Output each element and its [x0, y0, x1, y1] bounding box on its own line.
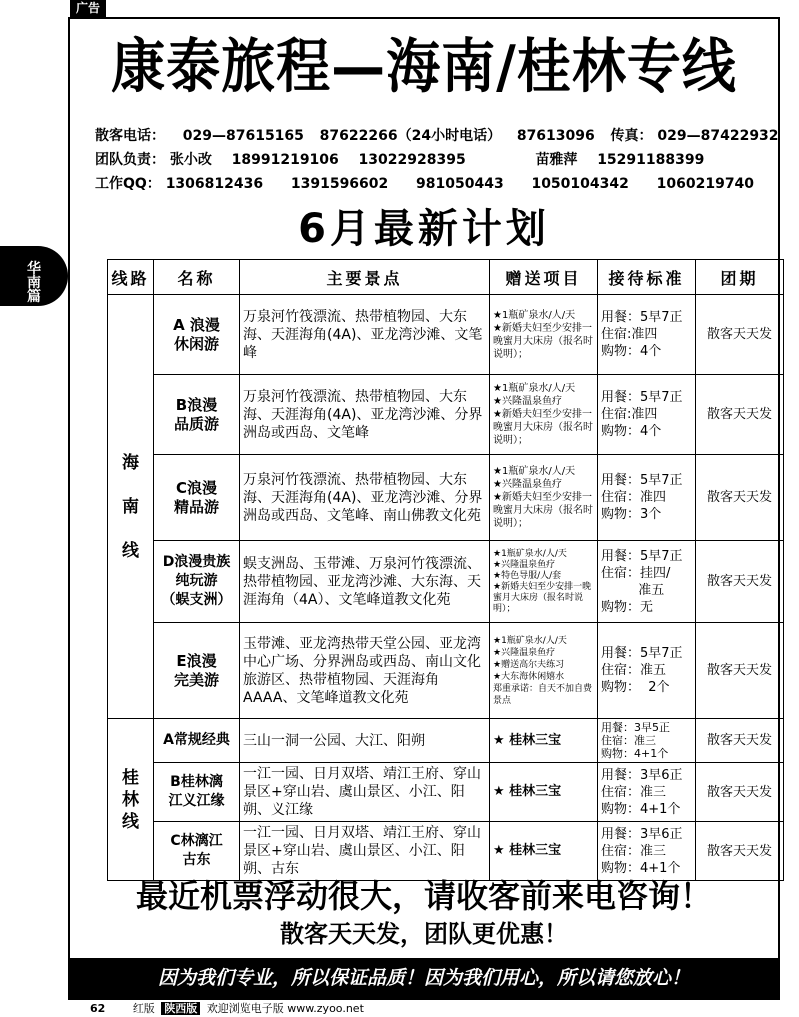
edition-label: 红版 [132, 1002, 155, 1015]
phone-1: 029—87615165 [182, 128, 304, 144]
team-phone-3: 15291188399 [597, 152, 705, 168]
team-contact-1: 张小改 [169, 152, 212, 168]
route-standard: 用餐：3早6正 住宿：准三 购物：4+1个 [598, 822, 696, 881]
route-spots: 玉带滩、亚龙湾热带天堂公园、亚龙湾中心广场、分界洲岛或西岛、南山文化旅游区、热带植物园、天涯海角AAAA、文笔峰道教文化苑 [240, 623, 490, 719]
header-standard: 接待标准 [598, 260, 696, 295]
route-name: C浪漫 精品游 [154, 455, 240, 541]
side-tab-label: 华南篇 [27, 261, 41, 305]
airfare-notice: 最近机票浮动很大，请收客前来电咨询！ [135, 877, 712, 915]
daily-departure-notice: 散客天天发，团队更优惠！ [280, 920, 568, 948]
route-name: A 浪漫 休闲游 [154, 295, 240, 375]
table-row [108, 763, 784, 822]
route-name: B浪漫 品质游 [154, 375, 240, 455]
team-contact-2: 苗雅萍 [535, 152, 578, 168]
qq-label: 工作QQ： [95, 176, 161, 192]
qq-4: 1050104342 [531, 176, 629, 192]
route-spots: 万泉河竹筏漂流、热带植物园、大东海、天涯海角(4A)、亚龙湾沙滩、分界洲岛或西岛、文笔峰 [240, 375, 490, 455]
route-name: B桂林漓 江义江缘 [154, 763, 240, 822]
table-row [108, 455, 784, 541]
ad-tag: 广告 [70, 0, 106, 17]
route-standard: 用餐：3早5正 住宿：准三 购物：4+1个 [598, 719, 696, 763]
header-name: 名称 [154, 260, 240, 295]
route-spots: 蜈支洲岛、玉带滩、万泉河竹筏漂流、热带植物园、亚龙湾沙滩、大东海、天涯海角（4A）、文笔峰道教文化苑 [240, 541, 490, 623]
page-footer [90, 1002, 364, 1016]
qq-5: 1060219740 [656, 176, 755, 192]
route-spots: 万泉河竹筏漂流、热带植物园、大东海、天涯海角(4A)、亚龙湾沙滩、分界洲岛或西岛、文笔峰、南山佛教文化苑 [240, 455, 490, 541]
route-name: D浪漫贵族 纯玩游 （蜈支洲） [154, 541, 240, 623]
route-date: 散客天天发 [696, 541, 784, 623]
route-standard: 用餐：5早7正 住宿：准四 购物：3个 [598, 455, 696, 541]
table-row [108, 719, 784, 763]
plan-title: 6月最新计划 [298, 206, 550, 252]
route-gift: ★1瓶矿泉水/人/天 ★新婚夫妇至少安排一晚蜜月大床房（报名时说明）； [490, 295, 598, 375]
route-hainan: 海 南 线 [108, 295, 154, 719]
fax-label: 传真： [610, 128, 653, 144]
route-date: 散客天天发 [696, 375, 784, 455]
route-guilin: 桂 林 线 [108, 719, 154, 881]
table-row [108, 541, 784, 623]
footer-text: 欢迎浏览电子版 www.zyoo.net [206, 1002, 364, 1015]
contact-block [95, 124, 779, 196]
team-phone-1: 18991219106 [231, 152, 339, 168]
contact-line-team [95, 148, 775, 172]
route-date: 散客天天发 [696, 822, 784, 881]
phone-2: 87622266（24小时电话） [319, 128, 502, 144]
route-spots: 三山一洞一公园、大江、阳朔 [240, 719, 490, 763]
route-gift: ★ 桂林三宝 [490, 719, 598, 763]
table-row [108, 375, 784, 455]
route-date: 散客天天发 [696, 623, 784, 719]
route-spots: 一江一园、日月双塔、靖江王府、穿山景区+穿山岩、虞山景区、小江、阳朔、古东 [240, 822, 490, 881]
side-tab [0, 246, 68, 306]
route-standard: 用餐：5早7正 住宿：准五 购物： 2个 [598, 623, 696, 719]
qq-2: 1391596602 [290, 176, 389, 192]
route-gift: ★1瓶矿泉水/人/天 ★兴隆温泉鱼疗 ★特色导服/人/套 ★新婚夫妇至少安排一晚蜜月大床房（报名时说明）； [490, 541, 598, 623]
table-header-row [108, 260, 784, 295]
route-standard: 用餐：5早7正 住宿:准四 购物：4个 [598, 295, 696, 375]
header-date: 团期 [696, 260, 784, 295]
route-standard: 用餐：5早7正 住宿:准四 购物：4个 [598, 375, 696, 455]
qq-1: 1306812436 [165, 176, 264, 192]
header-route: 线路 [108, 260, 154, 295]
slogan-banner: 因为我们专业，所以保证品质！因为我们用心，所以请您放心！ [70, 958, 778, 998]
route-gift: ★1瓶矿泉水/人/天 ★兴隆温泉鱼疗 ★赠送高尔夫练习 ★大东海休闲嬉水 郑重承诺：自天不加自费景点 [490, 623, 598, 719]
header-spots: 主要景点 [240, 260, 490, 295]
fax-number: 029—87422932 [657, 128, 779, 144]
qq-3: 981050443 [416, 176, 504, 192]
section-label: 陕西版 [161, 1002, 200, 1015]
route-date: 散客天天发 [696, 719, 784, 763]
team-phone-2: 13022928395 [358, 152, 466, 168]
route-name: C林漓江 古东 [154, 822, 240, 881]
phone-3: 87613096 [516, 128, 595, 144]
route-gift: ★1瓶矿泉水/人/天 ★兴隆温泉鱼疗 ★新婚夫妇至少安排一晚蜜月大床房（报名时说明）； [490, 375, 598, 455]
route-standard: 用餐：3早6正 住宿：准三 购物：4+1个 [598, 763, 696, 822]
table-row [108, 822, 784, 881]
route-date: 散客天天发 [696, 295, 784, 375]
itinerary-table [107, 259, 784, 881]
route-name: E浪漫 完美游 [154, 623, 240, 719]
route-spots: 万泉河竹筏漂流、热带植物园、大东海、天涯海角(4A)、亚龙湾沙滩、文笔峰 [240, 295, 490, 375]
route-date: 散客天天发 [696, 455, 784, 541]
route-spots: 一江一园、日月双塔、靖江王府、穿山景区+穿山岩、虞山景区、小江、阳朔、义江缘 [240, 763, 490, 822]
table-row [108, 295, 784, 375]
page-number: 62 [90, 1002, 106, 1015]
route-name: A常规经典 [154, 719, 240, 763]
team-label: 团队负责： [95, 152, 165, 168]
route-date: 散客天天发 [696, 763, 784, 822]
contact-line-phone [95, 124, 779, 148]
route-gift: ★ 桂林三宝 [490, 763, 598, 822]
ad-title: 康泰旅程—海南/桂林专线 [111, 32, 737, 101]
route-gift: ★ 桂林三宝 [490, 822, 598, 881]
contact-line-qq [95, 172, 775, 196]
table-row [108, 623, 784, 719]
route-gift: ★1瓶矿泉水/人/天 ★兴隆温泉鱼疗 ★新婚夫妇至少安排一晚蜜月大床房（报名时说明）； [490, 455, 598, 541]
header-gift: 赠送项目 [490, 260, 598, 295]
phone-label: 散客电话： [95, 128, 165, 144]
route-standard: 用餐：5早7正 住宿：挂四/ 准五 购物：无 [598, 541, 696, 623]
